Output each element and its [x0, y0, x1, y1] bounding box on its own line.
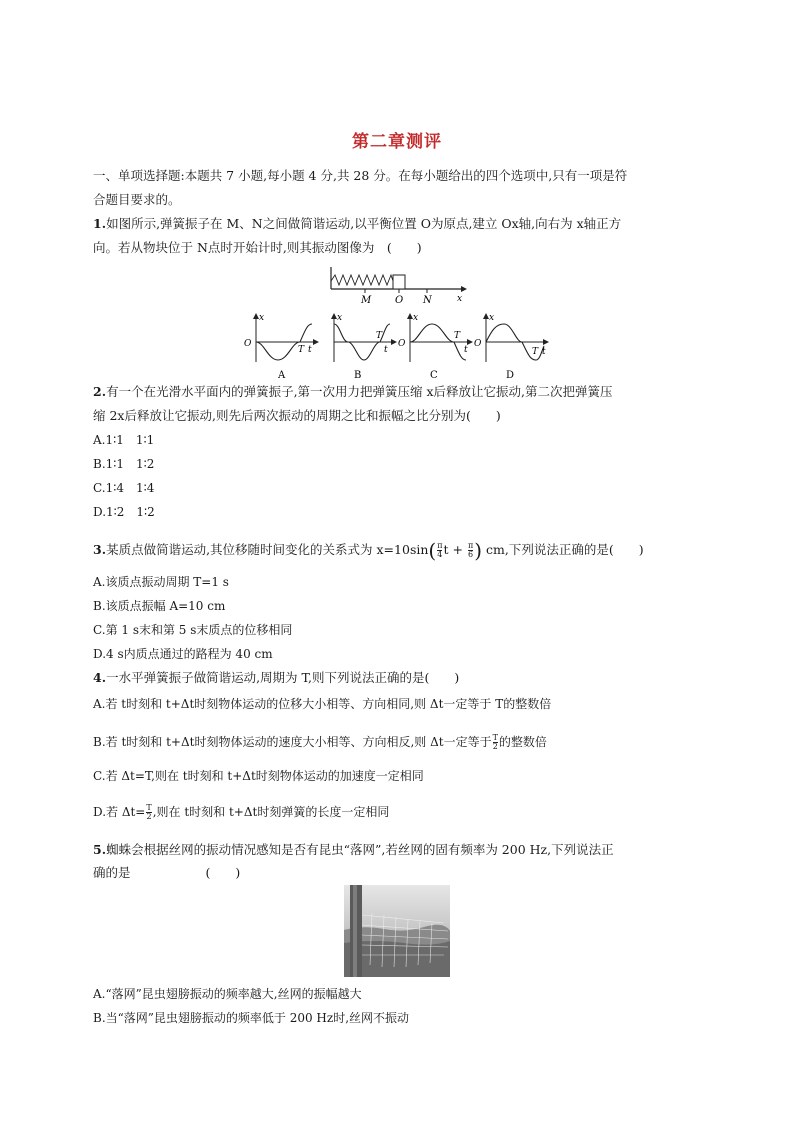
fraction-pi-6: $\frac{\pi}{6}$ [467, 541, 474, 559]
q2-stem-line2: 缩 2x后释放让它振动,则先后两次振动的周期之比和振幅之比分别为( ) [93, 408, 501, 423]
q5-option-a: A.“落网”昆虫翅膀振动的频率越大,丝网的振幅越大 [93, 987, 362, 1001]
q5-text: 蜘蛛会根据丝网的振动情况感知是否有昆虫“落网”,若丝网的固有频率为 200 Hz,下列说法正 [106, 842, 614, 857]
q2-stem-line1 [93, 383, 613, 401]
label-n: N [423, 295, 432, 305]
paren-close: ) [474, 538, 483, 563]
q1-number: 1. [93, 216, 107, 231]
svg-text:O: O [398, 339, 406, 349]
paren-open: ( [428, 538, 437, 563]
q3-option-b: B.该质点振幅 A=10 cm [93, 599, 226, 613]
q5-number: 5. [93, 842, 107, 857]
label-m: M [361, 295, 372, 305]
graph-d-label: D [506, 370, 515, 381]
q4-option-b: B.若 t时刻和 t+Δt时刻物体运动的速度大小相等、方向相反,则 Δt一定等于 $\frac{T}{2}$ 的整数倍 [93, 733, 547, 751]
q3-number: 3. [93, 542, 107, 557]
q4-option-d: D.若 Δt= $\frac{T}{2}$ ,则在 t时刻和 t+Δt时刻弹簧的长度一定相同 [93, 803, 390, 821]
page-title: 第二章测评 [352, 132, 442, 152]
q5-stem-line1 [93, 841, 614, 859]
svg-text:t: t [308, 345, 312, 355]
q2-option-d: D.1∶2 1∶2 [93, 505, 155, 519]
q2-option-b: B.1∶1 1∶2 [93, 457, 155, 471]
graph-a-label: A [278, 370, 286, 381]
q3-option-c: C.第 1 s末和第 5 s末质点的位移相同 [93, 623, 293, 637]
spring-oscillator-diagram [325, 265, 470, 305]
q4-option-c: C.若 Δt=T,则在 t时刻和 t+Δt时刻物体运动的加速度一定相同 [93, 769, 424, 783]
q2-option-c: C.1∶4 1∶4 [93, 481, 155, 495]
graph-b [334, 313, 396, 362]
q5-stem-line2: 确的是 ( ) [93, 865, 241, 880]
spring-icon [331, 275, 393, 285]
svg-text:x: x [489, 313, 495, 323]
fraction-pi-4: $\frac{\pi}{4}$ [437, 541, 443, 559]
label-o: O [395, 295, 404, 305]
svg-text:x: x [413, 313, 419, 323]
q1-stem-line1 [93, 215, 621, 233]
section-intro-line1: 一、单项选择题:本题共 7 小题,每小题 4 分,共 28 分。在每小题给出的四个选项中,只有一项是符 [93, 168, 628, 183]
section-intro-line2: 合题目要求的。 [93, 192, 181, 207]
q4-option-a: A.若 t时刻和 t+Δt时刻物体运动的位移大小相等、方向相同,则 Δt一定等于 T的整数倍 [93, 697, 552, 711]
graph-c [398, 313, 472, 362]
graph-c-label: C [430, 370, 438, 381]
svg-text:t: t [384, 345, 388, 355]
svg-text:O: O [474, 339, 482, 349]
svg-text:x: x [259, 313, 265, 323]
q3-option-d: D.4 s内质点通过的路程为 40 cm [93, 647, 273, 661]
q2-option-a: A.1∶1 1∶1 [93, 433, 155, 447]
svg-text:x: x [337, 313, 343, 323]
q1-option-graphs [238, 310, 558, 382]
svg-text:t: t [542, 347, 546, 357]
fraction-t-2: $\frac{T}{2}$ [146, 803, 152, 821]
svg-text:T: T [454, 331, 461, 341]
q1-text: 如图所示,弹簧振子在 M、N之间做简谐运动,以平衡位置 O为原点,建立 Ox轴,向右为 x轴正方 [106, 216, 622, 231]
svg-text:T: T [298, 345, 305, 355]
label-x: x [457, 294, 463, 304]
graph-b-label: B [354, 370, 362, 381]
q1-stem-line2: 向。若从物块位于 N点时开始计时,则其振动图像为 ( ) [93, 240, 422, 255]
block [393, 275, 405, 289]
q4-text: 一水平弹簧振子做简谐运动,周期为 T,则下列说法正确的是( ) [106, 670, 460, 685]
svg-text:t: t [464, 345, 468, 355]
q4-stem [93, 669, 459, 687]
svg-text:O: O [244, 339, 252, 349]
spider-web-photo [344, 885, 450, 977]
q3-text-pre: 某质点做简谐运动,其位移随时间变化的关系式为 x=10sin [106, 542, 429, 557]
q4-number: 4. [93, 670, 107, 685]
q3-option-a: A.该质点振动周期 T=1 s [93, 575, 229, 589]
q5-option-b: B.当“落网”昆虫翅膀振动的频率低于 200 Hz时,丝网不振动 [93, 1011, 410, 1025]
q3-mid: t + [443, 542, 467, 557]
svg-text:T: T [532, 347, 539, 357]
q3-text-post: cm,下列说法正确的是( ) [482, 542, 644, 557]
fraction-t-2: $\frac{T}{2}$ [492, 733, 498, 751]
q2-number: 2. [93, 384, 107, 399]
q3-stem [93, 538, 644, 563]
graph-a [244, 313, 318, 362]
svg-text:T: T [376, 331, 383, 341]
graph-d [474, 313, 548, 362]
q2-text: 有一个在光滑水平面内的弹簧振子,第一次用力把弹簧压缩 x后释放让它振动,第二次把弹簧压 [106, 384, 613, 399]
